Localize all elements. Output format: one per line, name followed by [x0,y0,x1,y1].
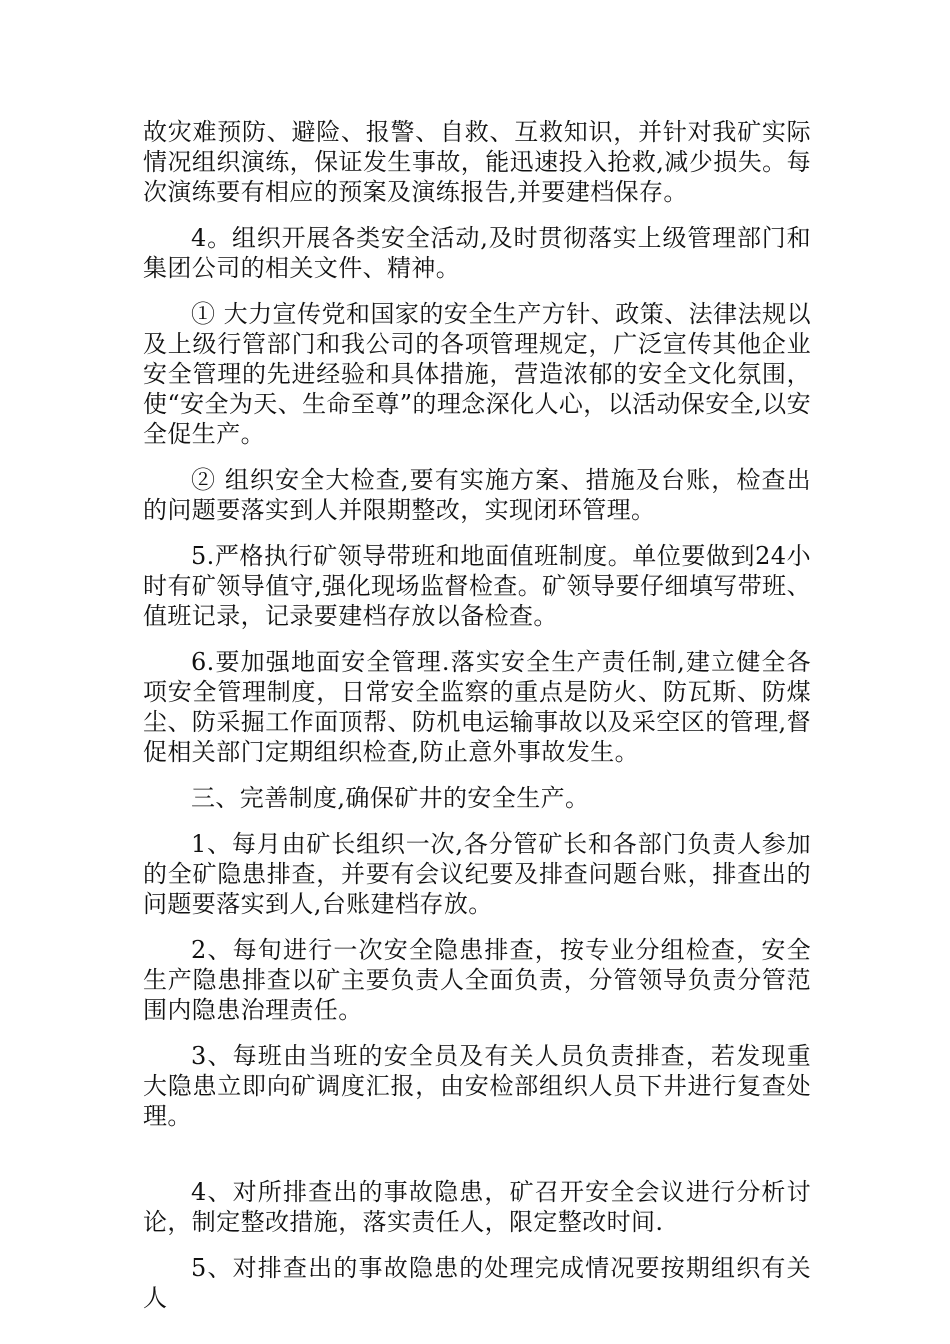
paragraph-rule-4: 4、对所排查出的事故隐患，矿召开安全会议进行分析讨论，制定整改措施，落实责任人，限定整改时间. [143,1178,811,1236]
paragraph-item-5: 5.严格执行矿领导带班和地面值班制度。单位要做到24小时有矿领导值守,强化现场监督检查。矿领导要仔细填写带班、值班记录，记录要建档存放以备检查。 [143,542,811,630]
paragraph-rule-5: 5、对排查出的事故隐患的处理完成情况要按期组织有关人 [143,1254,811,1312]
document-page [143,117,811,1329]
paragraph-rule-2: 2、每旬进行一次安全隐患排查，按专业分组检查，安全生产隐患排查以矿主要负责人全面负责，分管领导负责分管范围内隐患治理责任。 [143,936,811,1024]
section-heading-3: 三、完善制度,确保矿井的安全生产。 [191,784,590,812]
paragraph-rule-3: 3、每班由当班的安全员及有关人员负责排查，若发现重大隐患立即向矿调度汇报，由安检部组织人员下井进行复查处理。 [143,1042,811,1130]
paragraph-subitem-2: ② 组织安全大检查,要有实施方案、措施及台账，检查出的问题要落实到人并限期整改，实现闭环管理。 [143,466,811,524]
paragraph-subitem-1: ① 大力宣传党和国家的安全生产方针、政策、法律法规以及上级行管部门和我公司的各项管理规定，广泛宣传其他企业安全管理的先进经验和具体措施，营造浓郁的安全文化氛围，使“安全为天、生命至尊”的理念深化人心，以活动保安全,以安全促生产。 [143,300,811,448]
paragraph-item-4: 4。组织开展各类安全活动,及时贯彻落实上级管理部门和集团公司的相关文件、精神。 [143,224,811,282]
blank-line [143,1147,811,1177]
paragraph-rule-1: 1、每月由矿长组织一次,各分管矿长和各部门负责人参加的全矿隐患排查，并要有会议纪要及排查问题台账，排查出的问题要落实到人,台账建档存放。 [143,830,811,918]
paragraph-drill-continuation: 故灾难预防、避险、报警、自救、互救知识，并针对我矿实际情况组织演练，保证发生事故，能迅速投入抢救,减少损失。每次演练要有相应的预案及演练报告,并要建档保存。 [143,118,811,206]
paragraph-item-6: 6.要加强地面安全管理.落实安全生产责任制,建立健全各项安全管理制度，日常安全监察的重点是防火、防瓦斯、防煤尘、防采掘工作面顶帮、防机电运输事故以及采空区的管理,督促相关部门定期组织检查,防止意外事故发生。 [143,648,811,766]
